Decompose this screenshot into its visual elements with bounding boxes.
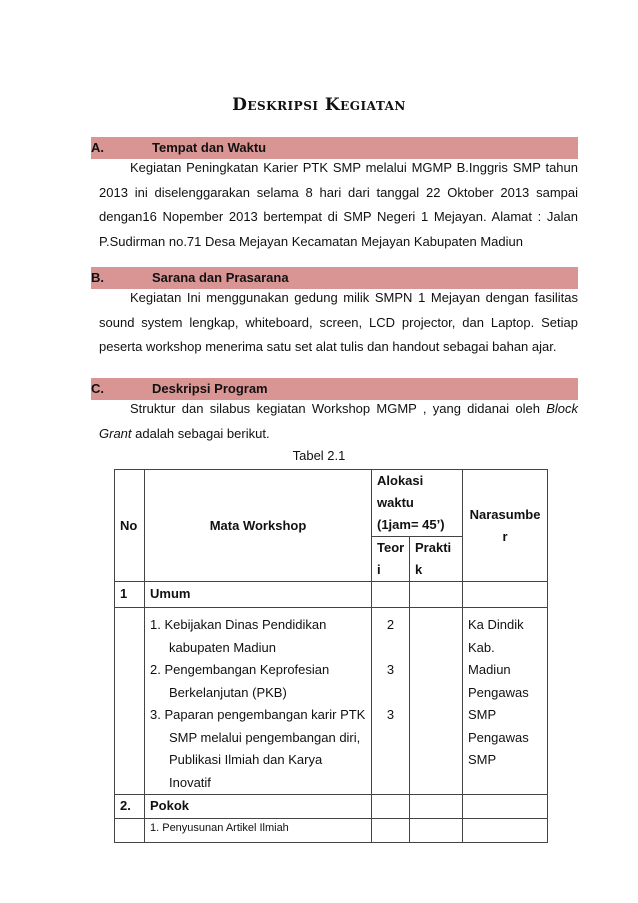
row-group-label: Umum xyxy=(145,582,372,608)
table-cell xyxy=(410,582,463,608)
header-alokasi-waktu xyxy=(372,470,463,537)
narasumber-line: Pengawas xyxy=(468,684,529,700)
page-title: Deskripsi Kegiatan xyxy=(232,95,406,115)
section-heading: Deskripsi Program xyxy=(152,381,268,396)
narasumber-line: Ka Dindik xyxy=(468,617,524,632)
table-cell xyxy=(372,819,410,843)
row-items-mata xyxy=(145,608,372,795)
header-text: Prakti xyxy=(415,540,452,555)
table-cell xyxy=(372,795,410,819)
paragraph-text: Struktur dan silabus kegiatan Workshop MGMP , yang didanai oleh xyxy=(130,401,547,416)
table-cell xyxy=(115,819,145,843)
table-header-row xyxy=(115,470,548,537)
header-text: waktu xyxy=(377,495,414,510)
section-letter: A. xyxy=(91,140,104,155)
item-line: 2. Pengembangan Keprofesian xyxy=(150,662,330,677)
table-row xyxy=(115,819,548,843)
table-cell xyxy=(410,608,463,795)
item-line: 1. Kebijakan Dinas Pendidikan xyxy=(150,617,327,632)
row-number: 2. xyxy=(115,795,145,819)
section-a-paragraph: Kegiatan Peningkatan Karier PTK SMP melalui MGMP B.Inggris SMP tahun 2013 ini diselenggarakan selama 8 hari dari tanggal 22 Oktober 2013 sampai dengan16 Nopember 2013 bertempat di SMP Negeri 1 Mejayan. Alamat : Jalan P.Sudirman no.71 Desa Mejayan Kecamatan Mejayan Kabupaten Madiun xyxy=(99,160,578,249)
table-row xyxy=(115,582,548,608)
table-cell xyxy=(410,795,463,819)
table-cell xyxy=(115,608,145,795)
header-mata-workshop: Mata Workshop xyxy=(145,470,372,582)
header-text: Alokasi xyxy=(377,473,424,488)
teori-value: 3 xyxy=(386,707,395,722)
header-narasumber xyxy=(463,470,548,582)
table-cell xyxy=(410,819,463,843)
narasumber-line: Madiun xyxy=(468,662,511,677)
item-line: SMP melalui pengembangan diri, xyxy=(169,729,361,745)
table-cell xyxy=(463,582,548,608)
table-cell xyxy=(463,819,548,843)
header-text: Teor xyxy=(377,540,405,555)
narasumber-line: Pengawas xyxy=(468,729,529,745)
row-item: 1. Penyusunan Artikel Ilmiah xyxy=(145,819,372,843)
section-b-paragraph: Kegiatan Ini menggunakan gedung milik SMPN 1 Mejayan dengan fasilitas sound system lengkap, whiteboard, screen, LCD projector, dan Laptop. Setiap peserta workshop menerima satu set alat tulis dan handout sebagai bahan ajar. xyxy=(99,290,578,354)
italic-term: Block Grant xyxy=(99,401,578,441)
section-letter: B. xyxy=(91,270,104,285)
table-caption: Tabel 2.1 xyxy=(292,448,346,463)
item-line: 3. Paparan pengembangan karir PTK xyxy=(150,707,366,722)
row-number: 1 xyxy=(115,582,145,608)
narasumber-line: SMP xyxy=(468,752,497,767)
header-text: i xyxy=(377,562,381,577)
teori-value: 3 xyxy=(386,662,395,677)
section-c-paragraph xyxy=(99,397,578,446)
section-letter: C. xyxy=(91,381,104,396)
paragraph-text: adalah sebagai berikut. xyxy=(131,425,270,441)
row-items-teori xyxy=(372,608,410,795)
table-row xyxy=(115,608,548,795)
item-line: Berkelanjutan (PKB) xyxy=(169,684,287,700)
row-group-label: Pokok xyxy=(145,795,372,819)
row-items-narasumber xyxy=(463,608,548,795)
header-no: No xyxy=(115,470,145,582)
section-heading: Tempat dan Waktu xyxy=(152,140,267,155)
workshop-table xyxy=(114,469,548,843)
header-praktik xyxy=(410,537,463,582)
teori-value: 2 xyxy=(386,617,395,632)
table-cell xyxy=(372,582,410,608)
header-text: (1jam= 45’) xyxy=(377,517,445,532)
header-text: r xyxy=(502,528,508,544)
header-text: k xyxy=(415,562,423,577)
narasumber-line: SMP xyxy=(468,707,497,722)
section-heading: Sarana dan Prasarana xyxy=(152,270,289,285)
item-line: Publikasi Ilmiah dan Karya Inovatif xyxy=(169,752,323,790)
header-teori xyxy=(372,537,410,582)
header-text: Narasumbe xyxy=(469,506,541,522)
item-line: kabupaten Madiun xyxy=(169,639,276,655)
table-row xyxy=(115,795,548,819)
narasumber-line: Kab. xyxy=(468,639,495,655)
table-cell xyxy=(463,795,548,819)
